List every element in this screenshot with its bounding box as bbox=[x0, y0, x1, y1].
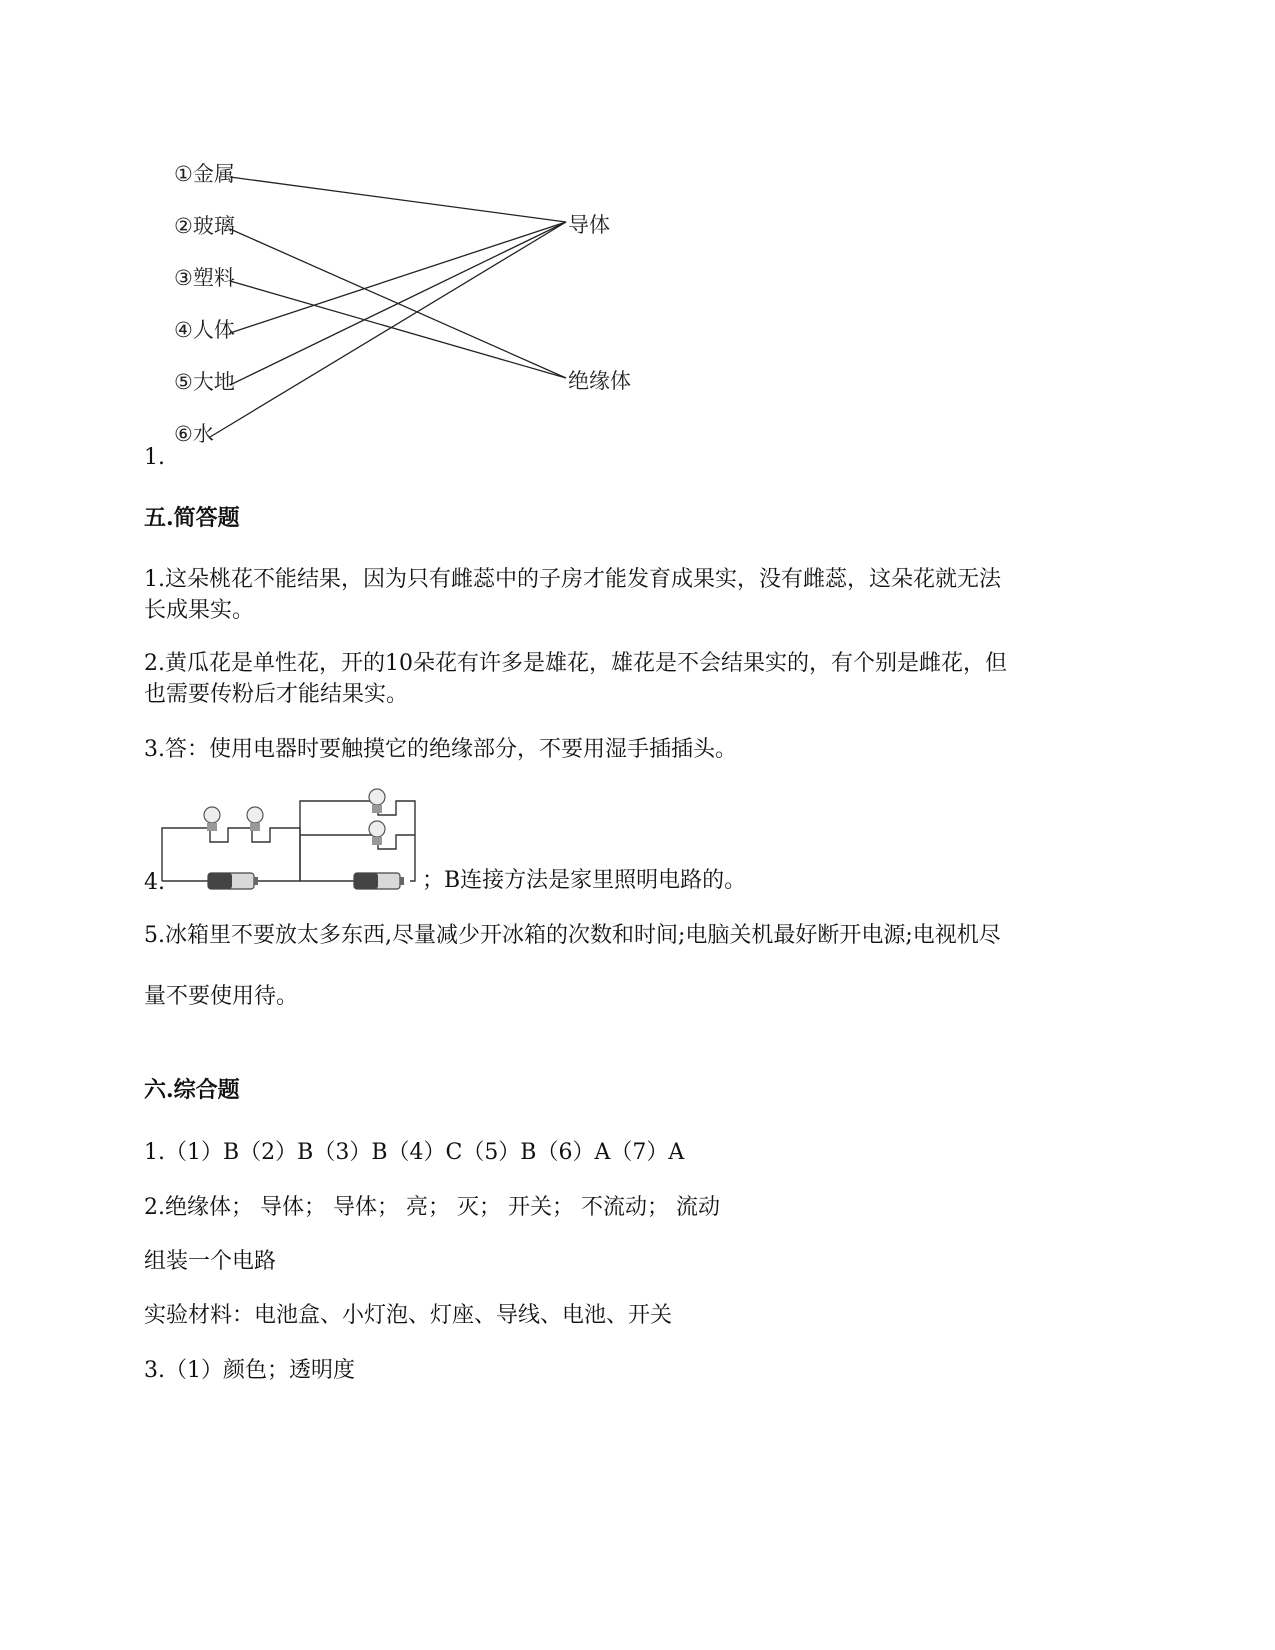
battery-icon bbox=[208, 873, 258, 889]
match-left-1: ①金属 bbox=[174, 162, 235, 186]
s6-q2-sub2: 实验材料：电池盒、小灯泡、灯座、导线、电池、开关 bbox=[144, 1303, 673, 1328]
match-right-conductor: 导体 bbox=[568, 213, 610, 237]
s5-q1-line1: 1.这朵桃花不能结果，因为只有雌蕊中的子房才能发育成果实，没有雌蕊，这朵花就无法 bbox=[144, 567, 1001, 592]
s6-q3: 3.（1）颜色；透明度 bbox=[144, 1358, 355, 1383]
s5-q4-text: ；B连接方法是家里照明电路的。 bbox=[422, 868, 747, 893]
s5-q2-line1: 2.黄瓜花是单性花，开的10朵花有许多是雄花，雄花是不会结果实的，有个别是雌花，但 bbox=[144, 651, 1007, 676]
match-line-plastic bbox=[230, 281, 566, 378]
match-line-body bbox=[230, 222, 566, 333]
s6-q1: 1.（1）B（2）B（3）B（4）C（5）B（6）A（7）A bbox=[144, 1140, 685, 1165]
s5-q1-line2: 长成果实。 bbox=[144, 598, 255, 623]
circuit-diagram bbox=[158, 785, 420, 897]
match-left-6: ⑥水 bbox=[174, 422, 214, 446]
match-left-2: ②玻璃 bbox=[174, 214, 235, 238]
match-line-earth bbox=[230, 222, 566, 385]
section5-title: 五.简答题 bbox=[144, 505, 240, 531]
matching-diagram bbox=[160, 150, 680, 460]
s5-q3: 3.答：使用电器时要触摸它的绝缘部分，不要用湿手插插头。 bbox=[144, 737, 737, 762]
matching-number: 1. bbox=[144, 445, 165, 470]
circuit-b-wire bbox=[300, 801, 415, 881]
match-right-insulator: 绝缘体 bbox=[568, 369, 631, 393]
match-left-5: ⑤大地 bbox=[174, 370, 235, 394]
bulb-icon bbox=[369, 821, 385, 845]
s5-q5-line1: 5.冰箱里不要放太多东西,尽量减少开冰箱的次数和时间;电脑关机最好断开电源;电视机尽 bbox=[144, 923, 1001, 948]
s6-q2: 2.绝缘体； 导体； 导体； 亮； 灭； 开关； 不流动； 流动 bbox=[144, 1195, 720, 1220]
section6-title: 六.综合题 bbox=[144, 1077, 240, 1103]
s5-q2-line2: 也需要传粉后才能结果实。 bbox=[144, 682, 409, 707]
s5-q4-number: 4. bbox=[144, 870, 165, 895]
s6-q2-sub1: 组装一个电路 bbox=[144, 1249, 277, 1274]
match-line-water bbox=[210, 222, 566, 437]
s5-q5-line2: 量不要使用待。 bbox=[144, 984, 299, 1009]
match-left-3: ③塑料 bbox=[174, 266, 235, 290]
battery-icon bbox=[354, 873, 404, 889]
bulb-icon bbox=[369, 789, 385, 813]
match-left-4: ④人体 bbox=[174, 318, 235, 342]
match-line-metal bbox=[230, 177, 566, 222]
